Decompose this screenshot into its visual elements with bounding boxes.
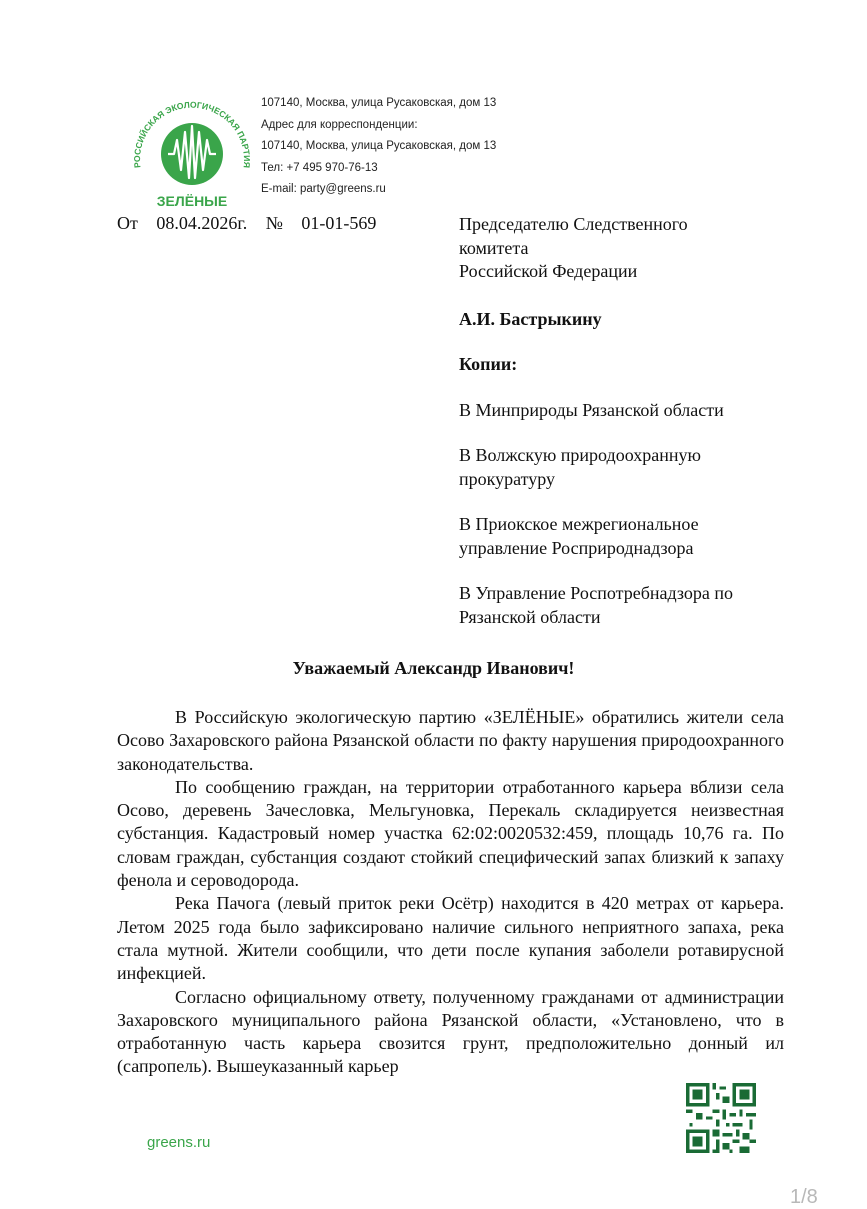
body-paragraph: В Российскую экологическую партию «ЗЕЛЁНЫЕ» обратились жители села Осово Захаровского района Рязанской области по факту нарушения природоохранного законодательства. (117, 707, 784, 774)
body-paragraph: Река Пачога (левый приток реки Осётр) находится в 420 метрах от карьера. Летом 2025 года было зафиксировано наличие сильного неприятного запаха, река стала мутной. Жители сообщили, что дети после купания заболели ротавирусной инфекцией. (117, 893, 784, 984)
contact-info (261, 93, 496, 201)
letter-date: 08.04.2026г. (156, 213, 248, 233)
correspondence-label: Адрес для корреспонденции: (261, 118, 418, 131)
body-paragraph: Согласно официальному ответу, полученному гражданами от администрации Захаровского муниципального района Рязанской области, «Установлено, что в отработанную часть карьера свозится грунт, предположительно донный ил (сапропель). Вышеуказанный карьер (117, 986, 784, 1077)
copy-recipient-cont: прокуратуру (459, 468, 556, 489)
outgoing-reference (117, 213, 390, 234)
phone: Тел: +7 495 970-76-13 (261, 161, 378, 174)
page-indicator: 1/8 (790, 1186, 818, 1208)
number-label: № (265, 213, 283, 233)
addressee-line: Российской Федерации (459, 261, 638, 281)
footer-website: greens.ru (147, 1134, 211, 1151)
email: E-mail: party@greens.ru (261, 183, 386, 195)
address-line: 107140, Москва, улица Русаковская, дом 13 (261, 97, 497, 109)
correspondence-address: 107140, Москва, улица Русаковская, дом 13 (261, 140, 497, 152)
copy-recipient: В Приокское межрегиональное (459, 514, 699, 534)
addressee-block (459, 213, 789, 629)
green-party-logo (128, 92, 256, 210)
letter-number: 01-01-569 (301, 213, 377, 233)
letter-body (117, 706, 784, 1079)
copies-label: Копии: (459, 354, 518, 374)
copy-recipient-cont: управление Росприроднадзора (459, 537, 694, 558)
qr-code-icon (686, 1083, 756, 1153)
copy-recipient: В Волжскую природоохранную (459, 445, 701, 465)
body-paragraph: По сообщению граждан, на территории отработанного карьера вблизи села Осово, деревень Зачесловка, Мельгуновка, Перекаль складируется неизвестная субстанция. Кадастровый номер участка 62:02:0020532:459, площадь 10,76 га. По словам граждан, субстанция создают стойкий специфический запах близкий к запаху фенола и сероводорода. (117, 776, 784, 891)
from-label: От (117, 213, 138, 233)
addressee-line: Председателю Следственного (459, 214, 688, 234)
copy-recipient: В Управление Роспотребнадзора по (459, 583, 734, 603)
copy-recipient-cont: Рязанской области (459, 606, 601, 627)
greeting: Уважаемый Александр Иванович! (292, 658, 575, 678)
recipient-name: А.И. Бастрыкину (459, 308, 602, 329)
addressee-line: комитета (459, 237, 529, 258)
copy-recipient: В Минприроды Рязанской области (459, 399, 724, 420)
logo-ring-text: РОССИЙСКАЯ ЭКОЛОГИЧЕСКАЯ ПАРТИЯ (131, 99, 253, 169)
logo-name: ЗЕЛЁНЫЕ (156, 193, 228, 209)
